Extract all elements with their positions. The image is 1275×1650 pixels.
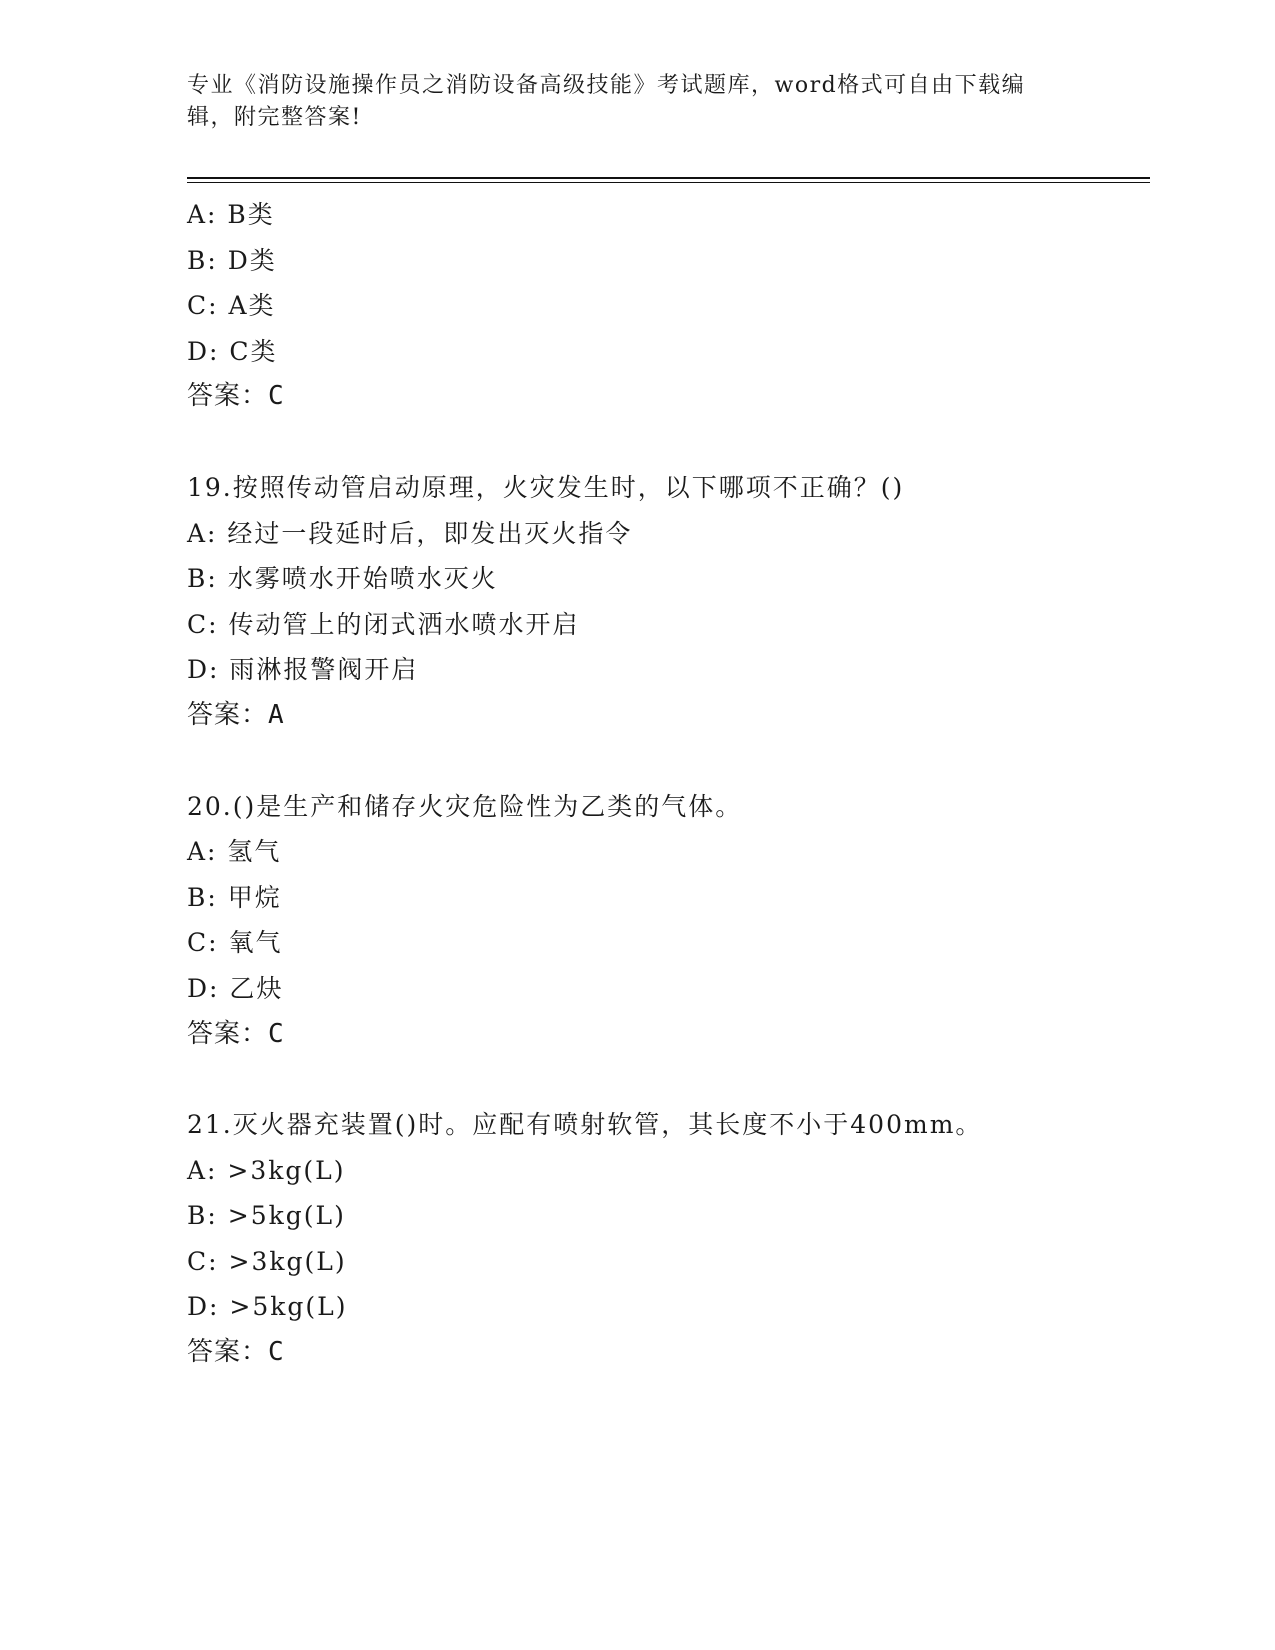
option-b: B: D类 [187,245,277,275]
block-spacer [187,420,1147,465]
option-a: A: B类 [187,200,275,229]
question-text: 19.按照传动管启动原理，火灾发生时，以下哪项不正确？() [187,472,905,502]
question-list [187,192,1147,1376]
answer-line [187,1330,1147,1376]
option-c: C: >3kg(L) [187,1246,347,1276]
document-header: 专业《消防设施操作员之消防设备高级技能》考试题库，word格式可自由下载编辑，附完整答案! [187,73,1026,130]
answer-value: C [268,1337,285,1368]
option-d: D: 雨淋报警阀开启 [187,655,419,685]
option-b: B: >5kg(L) [187,1201,346,1231]
option-d: D: >5kg(L) [187,1292,348,1322]
option-a: A: >3kg(L) [187,1155,346,1185]
answer-value: A [268,699,285,730]
answer-value: C [268,381,285,412]
option-b: B: 甲烷 [187,882,282,912]
question-text: 20.()是生产和储存火灾危险性为乙类的气体。 [187,791,743,821]
question-block-19 [187,465,1147,739]
question-block-20 [187,784,1147,1058]
option-c: C: 氧气 [187,928,283,958]
block-spacer [187,1057,1147,1102]
question-block-21 [187,1102,1147,1376]
answer-label: 答案： [187,1018,269,1049]
question-text: 21.灭火器充装置()时。应配有喷射软管，其长度不小于400mm。 [187,1110,983,1140]
header-rule-top [187,177,1150,179]
answer-label: 答案： [187,381,269,412]
answer-line [187,1012,1147,1058]
block-spacer [187,739,1147,784]
answer-value: C [268,1018,285,1049]
answer-line [187,693,1147,739]
answer-label: 答案： [187,1337,269,1368]
answer-line [187,374,1147,420]
option-d: D: C类 [187,336,278,366]
option-d: D: 乙炔 [187,973,284,1003]
header-rule-bottom [187,182,1150,183]
option-c: C: A类 [187,291,276,321]
option-a: A: 氢气 [187,837,282,867]
option-b: B: 水雾喷水开始喷水灭火 [187,564,498,594]
answer-label: 答案： [187,699,269,730]
option-c: C: 传动管上的闭式洒水喷水开启 [187,609,580,639]
question-block-18 [187,192,1147,420]
option-a: A: 经过一段延时后，即发出灭火指令 [187,518,633,548]
